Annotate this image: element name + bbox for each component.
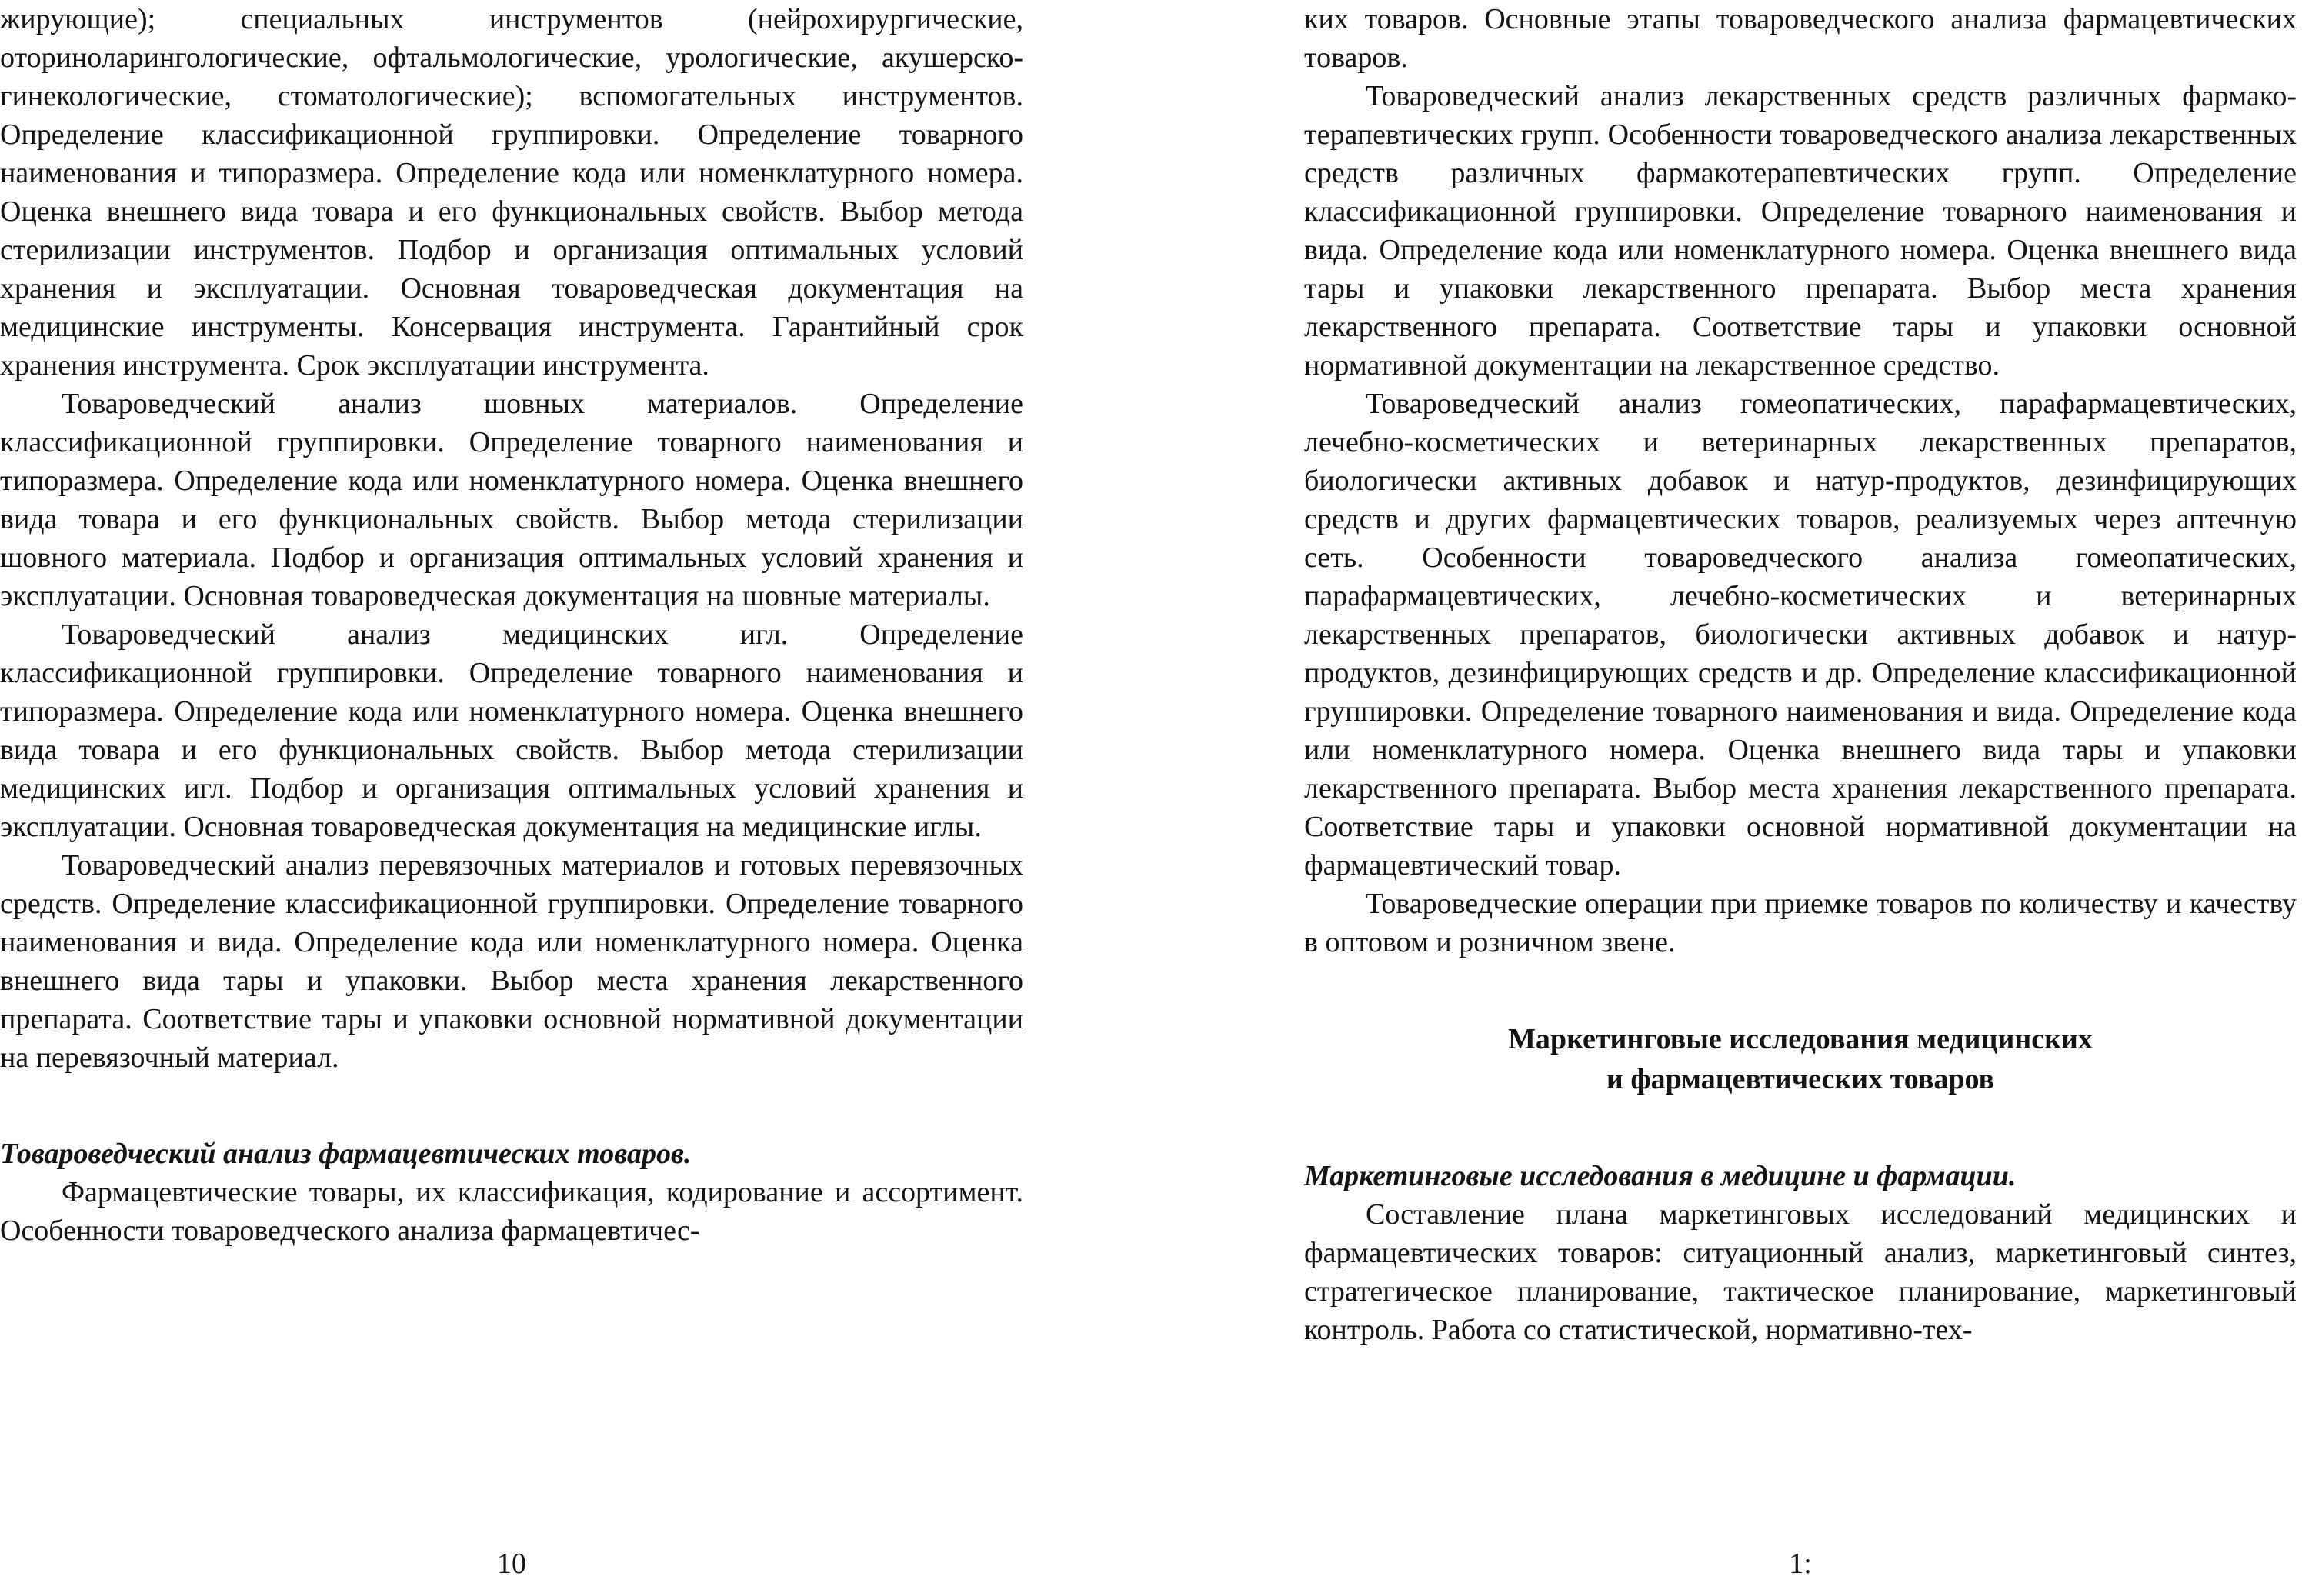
right-page [1304,0,2297,1596]
paragraph: Товароведческий анализ медицинских игл. Определение классификационной группировки. Определение товарного наименования и типоразмера. Определение кода или номенклатурного номера. Оценка внешнего вида товара и его функциональных свойств. Выбор метода стерилизации медицинских игл. Подбор и организация оптимальных условий хранения и эксплуатации. Основная товароведческая документация на медицинские иглы. [0,618,1023,843]
paragraph: Товароведческий анализ гомеопатических, парафармацевтических, лечебно-косметических и ветеринарных лекарственных препаратов, биологически активных добавок и натур-продуктов, дезинфицирующих средств и других фармацевтических товаров, реализуемых через аптечную сеть. Особенности товароведческого анализа гомеопатических, парафармацевтических, лечебно-косметических и ветеринарных лекарственных препаратов, биологически активных добавок и натур-продуктов, дезинфицирующих средств и др. Определение классификационной группировки. Определение товарного наименования и вида. Определение кода или номенклатурного номера. Оценка внешнего вида тары и упаковки лекарственного препарата. Выбор места хранения лекарственного препарата. Соответствие тары и упаковки основной нормативной документации на фармацевтический товар. [1304,388,2297,881]
subheading: Маркетинговые исследования в медицине и фармации. [1304,1160,2017,1192]
section-heading: и фармацевтических товаров [1606,1063,1995,1095]
paragraph: Составление плана маркетинговых исследований медицинских и фармацевтических товаров: ситуационный анализ, маркетинговый синтез, стратегическое планирование, тактическое планирование, маркетинговый контроль. Работа со статистической, нормативно-тех- [1304,1198,2297,1346]
spacer [1304,1099,2297,1157]
paragraph: ких товаров. Основные этапы товароведческого анализа фармацевтических товаров. [1304,3,2297,74]
paragraph: Товароведческий анализ перевязочных материалов и готовых перевязочных средств. Определение классификационной группировки. Определение товарного наименования и вида. Определение кода или номенклатурного номера. Оценка внешнего вида тары и упаковки. Выбор места хранения лекарственного препарата. Соответствие тары и упаковки основной нормативной документации на перевязочный материал. [0,849,1023,1074]
right-page-text [1304,0,2297,1349]
paragraph: Товароведческие операции при приемке товаров по количеству и качеству в оптовом и розничном звене. [1304,888,2297,958]
left-page-text [0,0,1023,1250]
spacer [0,1077,1023,1135]
paragraph: Товароведческий анализ шовных материалов. Определение классификационной группировки. Определение товарного наименования и типоразмера. Определение кода или номенклатурного номера. Оценка внешнего вида товара и его функциональных свойств. Выбор метода стерилизации шовного материала. Подбор и организация оптимальных условий хранения и эксплуатации. Основная товароведческая документация на шовные материалы. [0,388,1023,612]
page-number: 1: [1789,1548,1812,1580]
subheading: Товароведческий анализ фармацевтических товаров. [0,1138,692,1170]
paragraph: Фармацевтические товары, их классификация, кодирование и ассортимент. Особенности товароведческого анализа фармацевтичес- [0,1176,1023,1247]
paragraph: Товароведческий анализ лекарственных средств различных фармако-терапевтических групп. Особенности товароведческого анализа лекарственных средств различных фармакотерапевтических групп. Определение классификационной группировки. Определение товарного наименования и вида. Определение кода или номенклатурного номера. Оценка внешнего вида тары и упаковки лекарственного препарата. Выбор места хранения лекарственного препарата. Соответствие тары и упаковки основной нормативной документации на лекарственное средство. [1304,80,2297,382]
section-heading: Маркетинговые исследования медицинских [1508,1023,2093,1055]
left-page [0,0,1023,1596]
paragraph: жирующие); специальных инструментов (нейрохирургические, оториноларингологические, офтальмологические, урологические, акушерско-гинекологические, стоматологические); вспомогательных инструментов. Определение классификационной группировки. Определение товарного наименования и типоразмера. Определение кода или номенклатурного номера. Оценка внешнего вида товара и его функциональных свойств. Выбор метода стерилизации инструментов. Подбор и организация оптимальных условий хранения и эксплуатации. Основная товароведческая документация на медицинские инструменты. Консервация инструмента. Гарантийный срок хранения инструмента. Срок эксплуатации инструмента. [0,3,1023,382]
page-number: 10 [497,1548,526,1580]
spacer [1304,961,2297,1019]
